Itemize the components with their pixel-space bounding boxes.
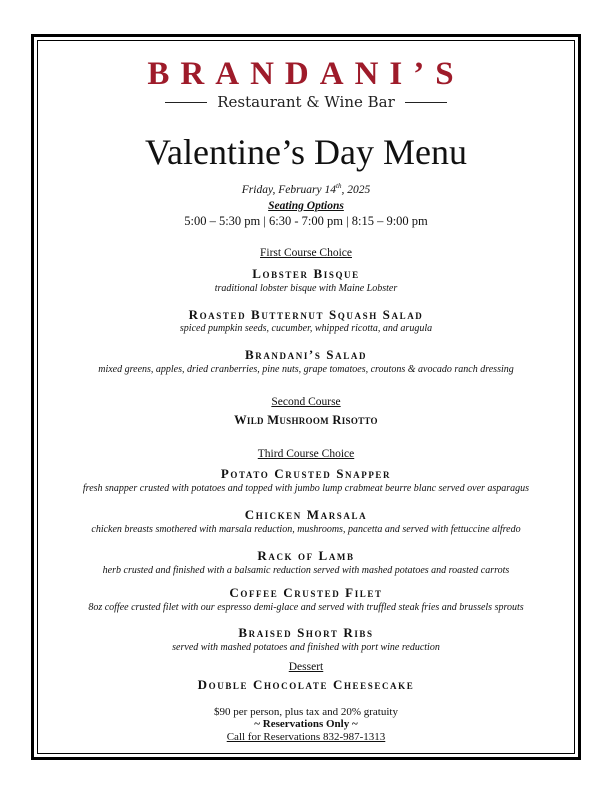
- dish-description: chicken breasts smothered with marsala reduction, mushrooms, pancetta and served with fettuccine alfredo: [91, 524, 521, 535]
- tagline-rule-right: [405, 102, 447, 103]
- brand-tagline: Restaurant & Wine Bar: [217, 93, 395, 111]
- dish-name: Rack of Lamb: [257, 548, 355, 563]
- page-title: Valentine’s Day Menu: [145, 132, 467, 172]
- dish-name: Roasted Butternut Squash Salad: [188, 307, 424, 322]
- reservations-only-note: ~ Reservations Only ~: [254, 718, 358, 730]
- dish-name: Brandani’s Salad: [244, 347, 368, 362]
- third-course-heading: Third Course Choice: [257, 448, 355, 460]
- event-date-main: Friday, February 14: [241, 183, 337, 196]
- dish-description: spiced pumpkin seeds, cucumber, whipped ricotta, and arugula: [179, 323, 433, 334]
- dish-name: Coffee Crusted Filet: [229, 585, 383, 600]
- seating-options-heading: Seating Options: [268, 200, 344, 212]
- event-date-ordinal: th: [336, 182, 342, 190]
- brand-tagline-row: [0, 92, 612, 112]
- second-course-heading: Second Course: [271, 396, 341, 408]
- dish-description: served with mashed potatoes and finished with port wine reduction: [172, 642, 440, 653]
- tagline-rule-left: [165, 102, 207, 103]
- seating-times: 5:00 – 5:30 pm | 6:30 - 7:00 pm | 8:15 – 9:00 pm: [184, 214, 428, 228]
- dish-name: Chicken Marsala: [244, 507, 368, 522]
- dish-description: traditional lobster bisque with Maine Lobster: [214, 283, 398, 294]
- event-date: [0, 182, 612, 196]
- dish-description: 8oz coffee crusted filet with our espresso demi-glace and served with truffled steak fries and brussels sprouts: [88, 602, 524, 613]
- dish-description: herb crusted and finished with a balsamic reduction served with mashed potatoes and roasted carrots: [102, 565, 510, 576]
- dish-description: mixed greens, apples, dried cranberries, pine nuts, grape tomatoes, croutons & avocado ranch dressing: [98, 364, 514, 375]
- event-date-year: , 2025: [341, 183, 371, 196]
- dessert-heading: Dessert: [288, 661, 324, 673]
- dish-name: Potato Crusted Snapper: [220, 466, 392, 481]
- reservation-phone-link[interactable]: Call for Reservations 832-987-1313: [226, 731, 386, 743]
- dish-name: Wild Mushroom Risotto: [234, 413, 378, 427]
- dish-name: Double Chocolate Cheesecake: [197, 677, 415, 692]
- dish-name: Braised Short Ribs: [238, 625, 374, 640]
- dish-description: fresh snapper crusted with potatoes and topped with jumbo lump crabmeat beurre blanc served over asparagus: [82, 483, 530, 494]
- dish-name: Lobster Bisque: [252, 266, 360, 281]
- price-note: $90 per person, plus tax and 20% gratuity: [214, 706, 398, 718]
- first-course-heading: First Course Choice: [260, 247, 352, 259]
- brand-logo-text: BRANDANI’S: [147, 56, 465, 92]
